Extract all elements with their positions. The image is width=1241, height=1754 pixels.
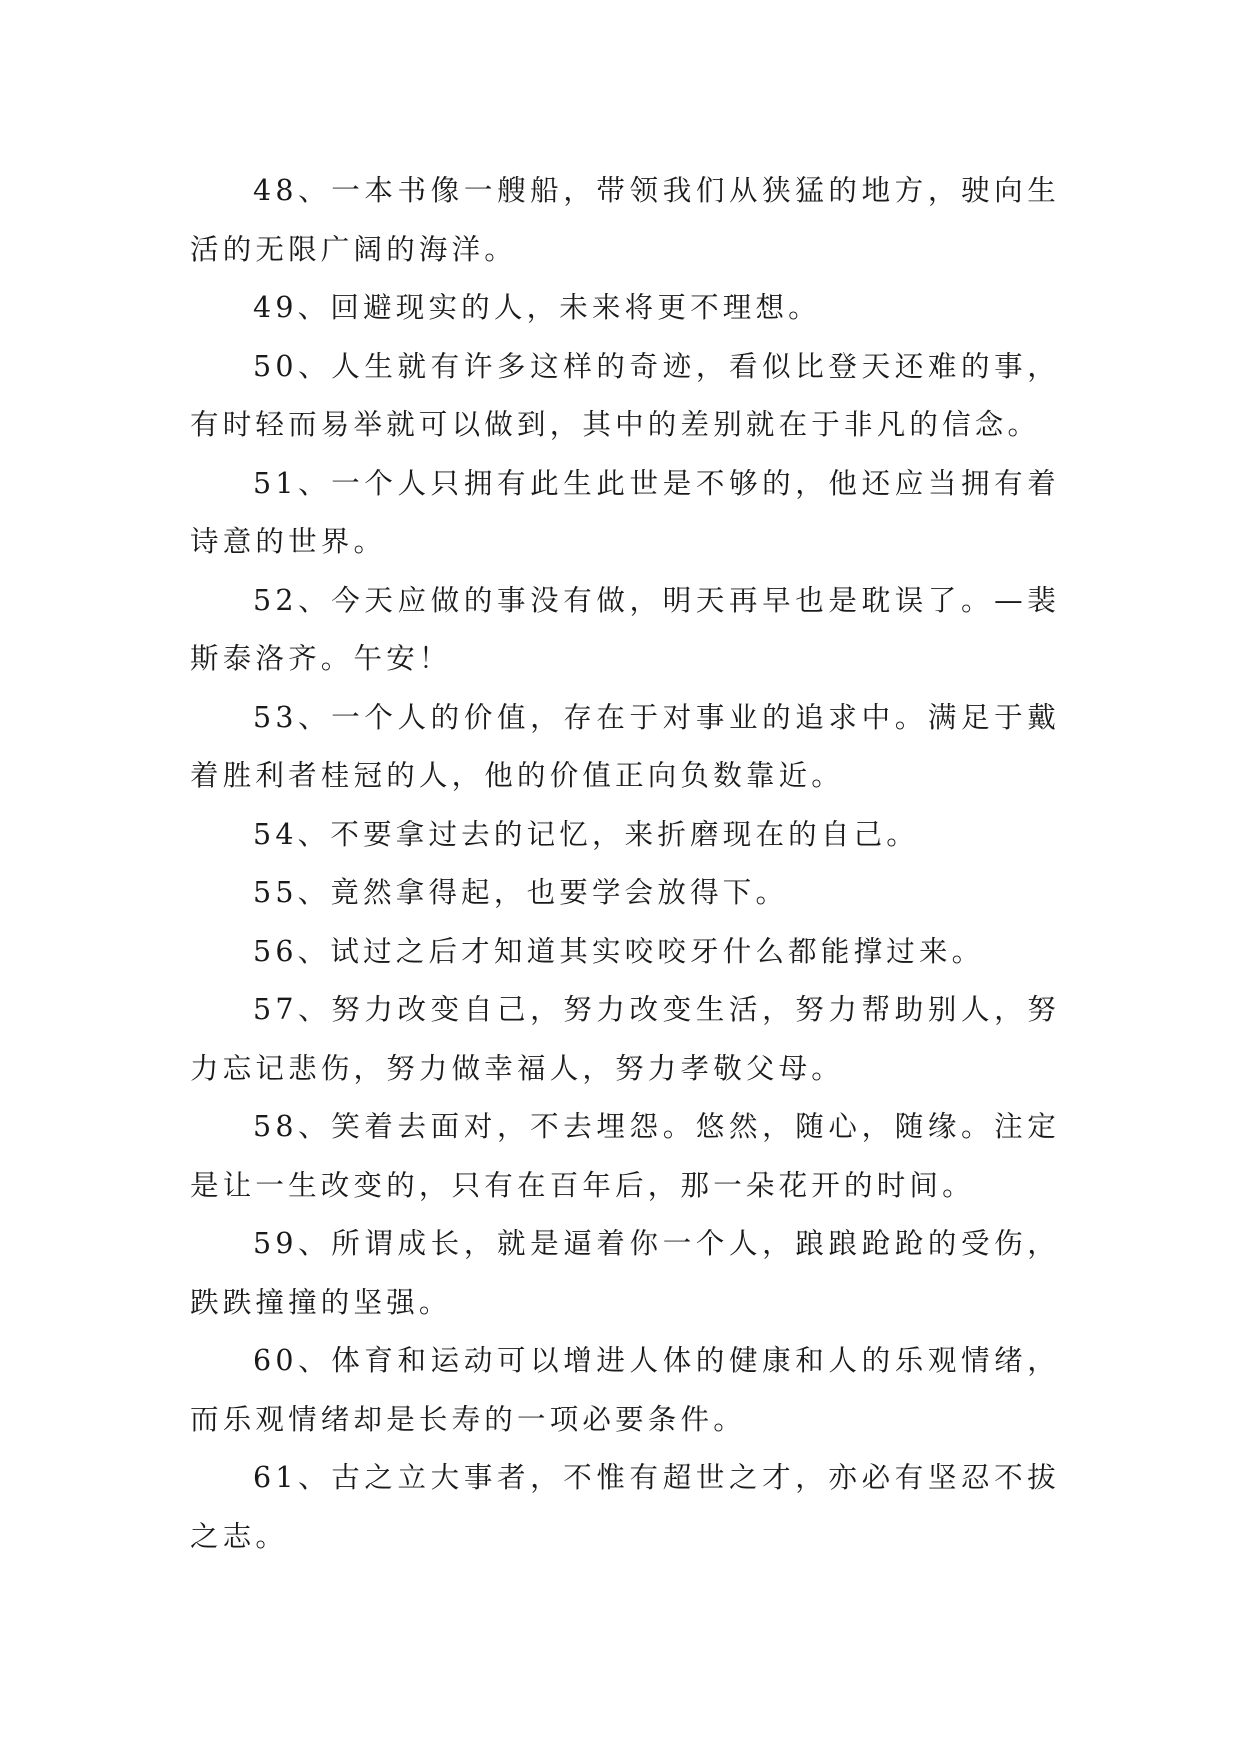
quote-paragraph-61: 61、古之立大事者，不惟有超世之才，亦必有坚忍不拔之志。: [190, 1461, 1060, 1553]
quote-paragraph-57: 57、努力改变自己，努力改变生活，努力帮助别人，努力忘记悲伤，努力做幸福人，努力孝敬父母。: [190, 993, 1060, 1085]
quote-paragraph-59: 59、所谓成长，就是逼着你一个人，踉踉跄跄的受伤，跌跌撞撞的坚强。: [190, 1227, 1060, 1319]
document-page: [190, 162, 1060, 1566]
quote-paragraph-53: 53、一个人的价值，存在于对事业的追求中。满足于戴着胜利者桂冠的人，他的价值正向负数靠近。: [190, 700, 1060, 792]
quote-paragraph-52: 52、今天应做的事没有做，明天再早也是耽误了。—裴斯泰洛齐。午安！: [190, 583, 1060, 675]
quote-paragraph-48: 48、一本书像一艘船，带领我们从狭猛的地方，驶向生活的无限广阔的海洋。: [190, 174, 1060, 266]
quote-paragraph-54: 54、不要拿过去的记忆，来折磨现在的自己。: [253, 817, 919, 851]
quote-paragraph-50: 50、人生就有许多这样的奇迹，看似比登天还难的事，有时轻而易举就可以做到，其中的差别就在于非凡的信念。: [190, 349, 1060, 441]
quote-paragraph-51: 51、一个人只拥有此生此世是不够的，他还应当拥有着诗意的世界。: [190, 466, 1060, 558]
quote-paragraph-56: 56、试过之后才知道其实咬咬牙什么都能撑过来。: [253, 934, 985, 968]
quote-paragraph-60: 60、体育和运动可以增进人体的健康和人的乐观情绪，而乐观情绪却是长寿的一项必要条件。: [190, 1344, 1060, 1436]
quote-paragraph-49: 49、回避现实的人，未来将更不理想。: [253, 291, 821, 324]
quote-paragraph-55: 55、竟然拿得起，也要学会放得下。: [253, 876, 789, 909]
quote-paragraph-58: 58、笑着去面对，不去埋怨。悠然，随心，随缘。注定是让一生改变的，只有在百年后，那一朵花开的时间。: [190, 1110, 1060, 1202]
